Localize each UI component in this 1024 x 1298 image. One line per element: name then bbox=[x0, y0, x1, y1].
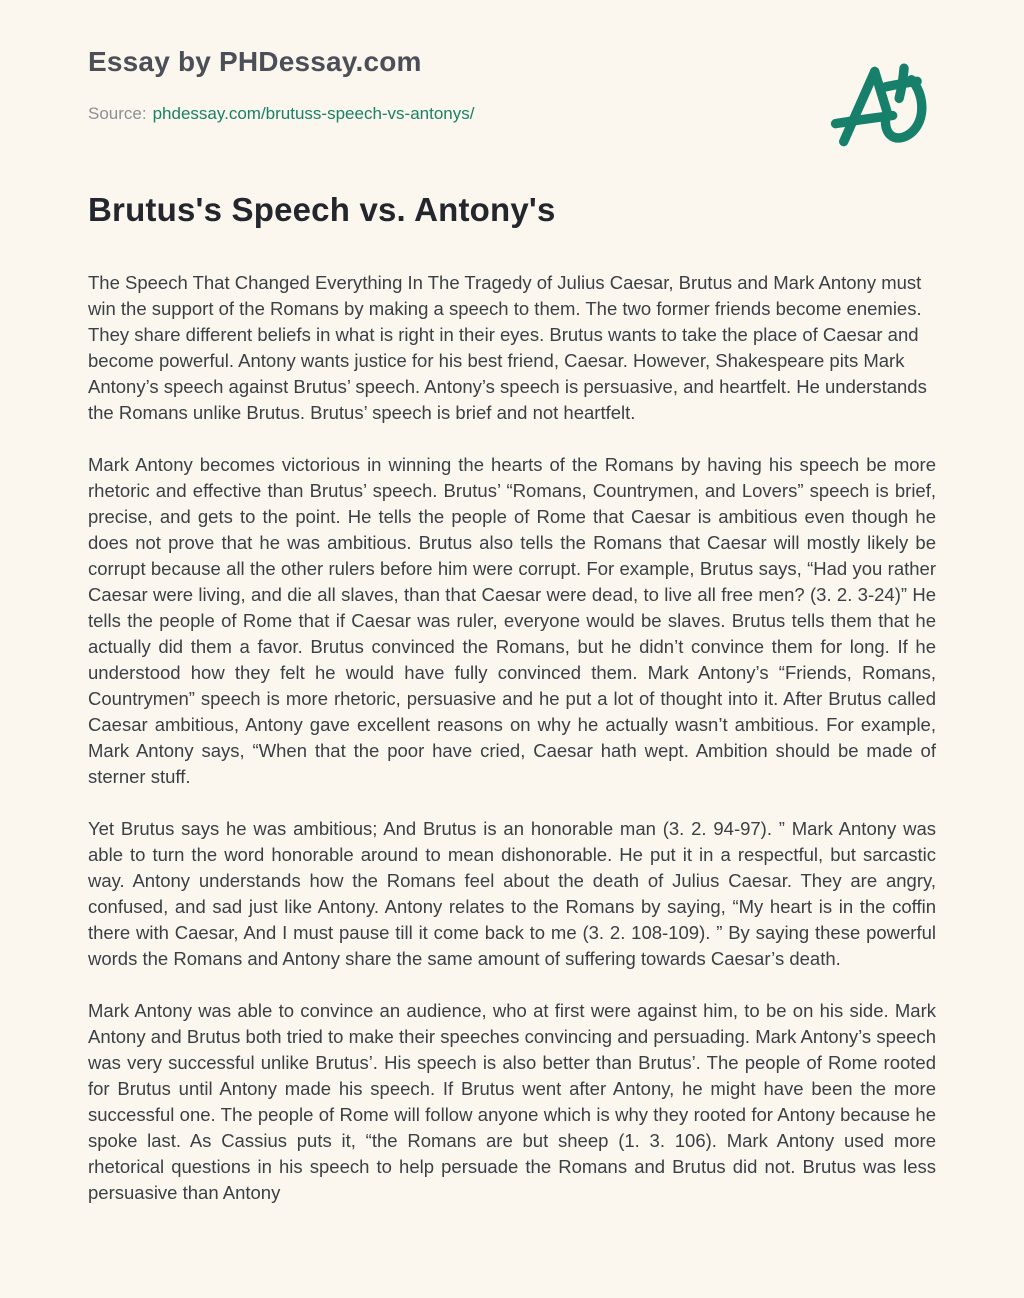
page-header bbox=[88, 0, 936, 124]
essay-body bbox=[88, 270, 936, 1206]
essay-paragraph: The Speech That Changed Everything In The Tragedy of Julius Caesar, Brutus and Mark Antony must win the support of the Romans by making a speech to them. The two former friends become enemies. They share different beliefs in what is right in their eyes. Brutus wants to take the place of Caesar and become powerful. Antony wants justice for his best friend, Caesar. However, Shakespeare pits Mark Antony’s speech against Brutus’ speech. Antony’s speech is persuasive, and heartfelt. He understands the Romans unlike Brutus. Brutus’ speech is brief and not heartfelt. bbox=[88, 272, 927, 424]
essay-paragraph: Mark Antony was able to convince an audience, who at first were against him, to be on his side. Mark Antony and Brutus both tried to make their speeches convincing and persuading. Mark Antony’s speech was very successful unlike Brutus’. His speech is also better than Brutus’. The people of Rome rooted for Brutus until Antony made his speech. If Brutus went after Antony, he might have been the more successful one. The people of Rome will follow anyone which is why they rooted for Antony because he spoke last. As Cassius puts it, “the Romans are but sheep (1. 3. 106). Mark Antony used more rhetorical questions in his speech to help persuade the Romans and Brutus did not. Brutus was less persuasive than Antony bbox=[88, 1000, 936, 1204]
essay-paragraph: Mark Antony becomes victorious in winning the hearts of the Romans by having his speech be more rhetoric and effective than Brutus’ speech. Brutus’ “Romans, Countrymen, and Lovers” speech is brief, precise, and gets to the point. He tells the people of Rome that Caesar is ambitious even though he does not prove that he was ambitious. Brutus also tells the Romans that Caesar will mostly likely be corrupt because all the other rulers before him were corrupt. For example, Brutus says, “Had you rather Caesar were living, and die all slaves, than that Caesar were dead, to live all free men? (3. 2. 3-24)” He tells the people of Rome that if Caesar was ruler, everyone would be slaves. Brutus tells them that he actually did them a favor. Brutus convinced the Romans, but he didn’t convince them for long. If he understood how they felt he would have fully convinced them. Mark Antony’s “Friends, Romans, Countrymen” speech is more rhetoric, persuasive and he put a lot of thought into it. After Brutus called Caesar ambitious, Antony gave excellent reasons on why he actually wasn’t ambitious. For example, Mark Antony says, “When that the poor have cried, Caesar hath wept. Ambition should be made of sterner stuff. bbox=[88, 454, 936, 788]
site-title: Essay by PHDessay.com bbox=[88, 46, 422, 77]
source-link[interactable]: phdessay.com/brutuss-speech-vs-antonys/ bbox=[152, 104, 475, 123]
essay-paragraph: Yet Brutus says he was ambitious; And Brutus is an honorable man (3. 2. 94-97). ” Mark Antony was able to turn the word honorable around to mean dishonorable. He put it in a respectful, but sarcastic way. Antony understands how the Romans feel about the death of Julius Caesar. They are angry, confused, and sad just like Antony. Antony relates to the Romans by saying, “My heart is in the coffin there with Caesar, And I must pause till it come back to me (3. 2. 108-109). ” By saying these powerful words the Romans and Antony share the same amount of suffering towards Caesar’s death. bbox=[88, 818, 936, 970]
source-label: Source: bbox=[88, 104, 147, 123]
source-row bbox=[88, 104, 936, 124]
a-plus-icon bbox=[824, 56, 958, 162]
essay-title: Brutus's Speech vs. Antony's bbox=[88, 191, 556, 228]
